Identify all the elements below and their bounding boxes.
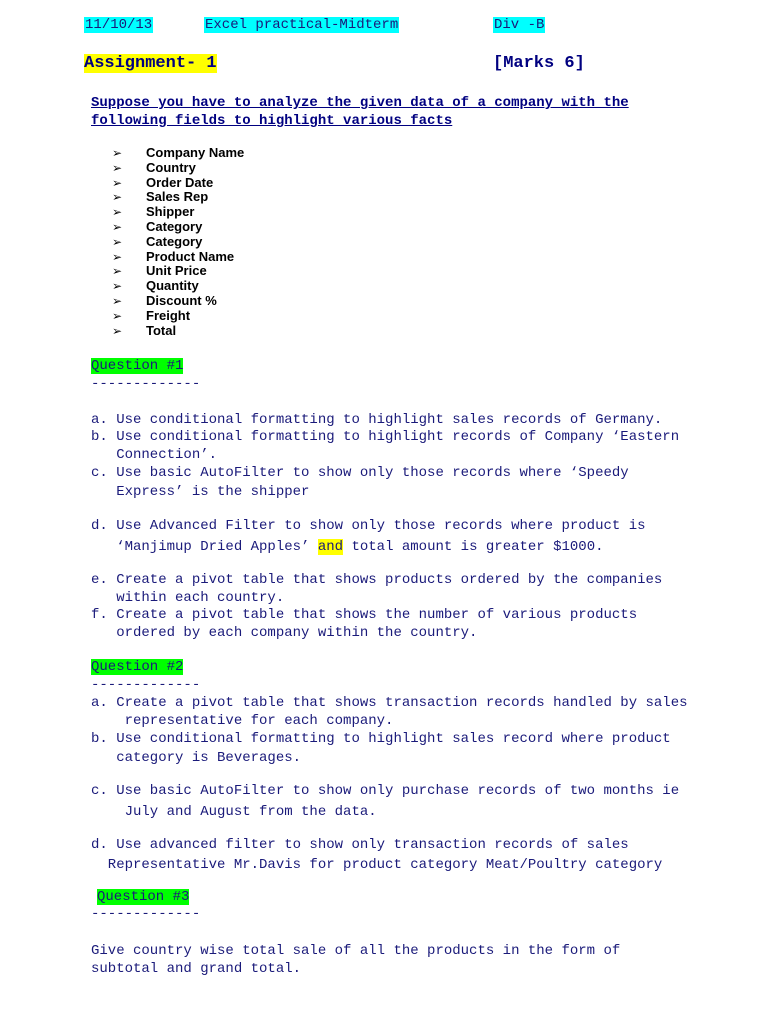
q3-text-line-2: subtotal and grand total. (91, 961, 302, 977)
arrow-bullet-icon: ➢ (112, 219, 123, 234)
q2-item-a-line-1: a. Create a pivot table that shows transaction records handled by sales (91, 695, 688, 711)
q2-item-d-line-1: d. Use advanced filter to show only transaction records of sales (91, 837, 629, 853)
intro-line-1: Suppose you have to analyze the given data of a company with the (91, 95, 629, 111)
header-date: 11/10/13 (85, 17, 153, 33)
arrow-bullet-icon: ➢ (112, 175, 123, 190)
q2-item-c-line-1: c. Use basic AutoFilter to show only purchase records of two months ie (91, 783, 680, 799)
q1-item-d-highlight: and (317, 539, 344, 555)
field-list-item (112, 264, 244, 279)
arrow-bullet-icon: ➢ (112, 234, 123, 249)
field-name: Order Date (146, 174, 214, 190)
field-list-item (112, 220, 244, 235)
q1-item-d-part-2: total amount is greater $1000. (343, 539, 604, 555)
field-list-item (112, 250, 244, 265)
arrow-bullet-icon: ➢ (112, 293, 123, 308)
field-list-item (112, 279, 244, 294)
header-division: Div -B (494, 17, 545, 33)
field-list-item (112, 235, 244, 250)
q2-item-b-line-1: b. Use conditional formatting to highlight sales record where product (91, 731, 671, 747)
field-name: Total (146, 322, 177, 338)
question-1-label: Question #1 (91, 358, 184, 374)
field-list-item (112, 176, 244, 191)
assignment-label: Assignment- 1 (84, 54, 217, 73)
field-name: Product Name (146, 248, 235, 264)
field-name: Quantity (146, 278, 199, 294)
field-list-item (112, 324, 244, 339)
q2-item-b-line-2: category is Beverages. (91, 750, 302, 766)
q1-item-c-line-2: Express’ is the shipper (91, 484, 310, 500)
q1-item-e-line-2: within each country. (91, 590, 285, 606)
arrow-bullet-icon: ➢ (112, 249, 123, 264)
arrow-bullet-icon: ➢ (112, 205, 123, 220)
arrow-bullet-icon: ➢ (112, 323, 123, 338)
field-name: Shipper (146, 204, 195, 220)
arrow-bullet-icon: ➢ (112, 190, 123, 205)
q1-item-f-line-2: ordered by each company within the country. (91, 625, 478, 641)
field-list-item (112, 190, 244, 205)
arrow-bullet-icon: ➢ (112, 146, 123, 160)
field-name: Country (146, 159, 196, 175)
field-name: Discount % (146, 292, 217, 308)
field-name: Company Name (146, 145, 245, 160)
q1-item-b-line-1: b. Use conditional formatting to highlight records of Company ‘Eastern (91, 429, 680, 445)
field-list-item (112, 309, 244, 324)
q1-item-d-part-1: ‘Manjimup Dried Apples’ (91, 539, 318, 555)
field-list-item (112, 146, 244, 161)
q1-item-e-line-1: e. Create a pivot table that shows products ordered by the companies (91, 572, 663, 588)
question-2-label: Question #2 (91, 659, 184, 675)
arrow-bullet-icon: ➢ (112, 264, 123, 279)
arrow-bullet-icon: ➢ (112, 160, 123, 175)
field-name: Category (146, 233, 203, 249)
field-name: Sales Rep (146, 189, 209, 205)
q1-item-d-line-1: d. Use Advanced Filter to show only those records where product is (91, 518, 646, 534)
question-3-label: Question #3 (97, 889, 190, 905)
q1-item-a: a. Use conditional formatting to highlight sales records of Germany. (91, 412, 663, 428)
q2-item-c-line-2: July and August from the data. (91, 804, 377, 820)
field-list (112, 146, 244, 338)
q1-item-d-line-2 (91, 538, 604, 556)
q3-text-line-1: Give country wise total sale of all the products in the form of (91, 943, 621, 959)
field-name: Category (146, 218, 203, 234)
arrow-bullet-icon: ➢ (112, 308, 123, 323)
q1-item-f-line-1: f. Create a pivot table that shows the number of various products (91, 607, 638, 623)
q2-item-d-line-2: Representative Mr.Davis for product category Meat/Poultry category (91, 857, 663, 873)
header-title: Excel practical-Midterm (205, 17, 399, 33)
field-name: Unit Price (146, 263, 207, 279)
field-list-item (112, 161, 244, 176)
field-list-item (112, 205, 244, 220)
assignment-marks: [Marks 6] (493, 54, 585, 73)
arrow-bullet-icon: ➢ (112, 279, 123, 294)
divider-dashes: ------------- (91, 376, 201, 392)
intro-line-2: following fields to highlight various facts (91, 113, 453, 129)
field-name: Freight (146, 307, 191, 323)
field-list-item (112, 294, 244, 309)
q1-item-c-line-1: c. Use basic AutoFilter to show only those records where ‘Speedy (91, 465, 629, 481)
q2-item-a-line-2: representative for each company. (91, 713, 394, 729)
q1-item-b-line-2: Connection’. (91, 447, 218, 463)
divider-dashes: ------------- (91, 906, 201, 922)
divider-dashes: ------------- (91, 677, 201, 693)
